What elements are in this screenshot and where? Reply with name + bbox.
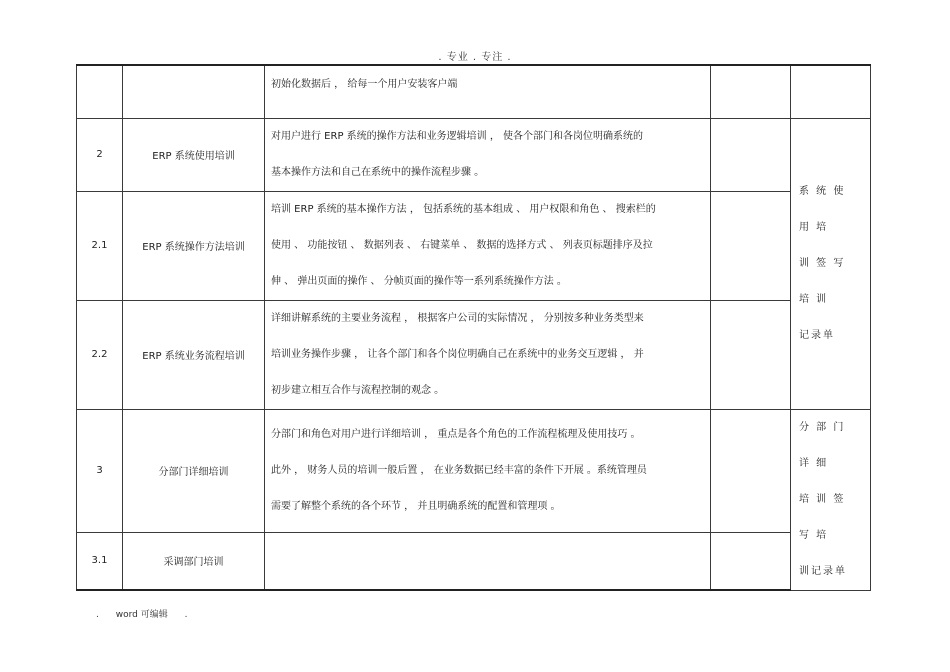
page-footer: . word 可编辑 . [96, 610, 188, 620]
table-row [77, 409, 871, 532]
table-row [77, 65, 871, 118]
training-description: 分部门和角色对用户进行详细培训 ， 重点是各个角色的工作流程梳理及使用技巧 。 此外 ， 财务人员的培训一般后置 ， 在业务数据已经丰富的条件下开展 。系统管理员 需要了解整个系统的各个环节 ， 并且明确系统的配置和管理项 。 [265, 409, 711, 532]
table-row [77, 532, 871, 590]
row-number: 2.2 [77, 300, 123, 409]
remark-cell [791, 65, 871, 118]
table-row [77, 300, 871, 409]
training-description: 对用户进行 ERP 系统的操作方法和业务逻辑培训 ， 使各个部门和各岗位明确系统的 基本操作方法和自己在系统中的操作流程步骤 。 [265, 118, 711, 191]
row-number [77, 65, 123, 118]
training-description: 详细讲解系统的主要业务流程 ， 根据客户公司的实际情况 ， 分别按多种业务类型来 培训业务操作步骤 ， 让各个部门和各个岗位明确自己在系统中的业务交互逻辑 ， 并 初步建立相互合作与流程控制的观念 。 [265, 300, 711, 409]
table-row [77, 191, 871, 300]
page-header: . 专业 . 专注 . [438, 52, 512, 63]
row-number: 2.1 [77, 191, 123, 300]
training-description: 培训 ERP 系统的基本操作方法 ， 包括系统的基本组成 、 用户权限和角色 、 搜索栏的 使用 、 功能按钮 、 数据列表 、 右键菜单 、 数据的选择方式 、 列表页标题排序及拉 伸 、 弹出页面的操作 、 分帧页面的操作等一系列系统操作方法 。 [265, 191, 711, 300]
training-table [76, 64, 871, 591]
blank-cell [711, 409, 791, 532]
training-item: 分部门详细培训 [123, 409, 265, 532]
blank-cell [711, 118, 791, 191]
row-number: 2 [77, 118, 123, 191]
remark-cell: 分 部 门 详 细 培 训 签 写 培 训记录单 [791, 409, 871, 590]
table-row [77, 118, 871, 191]
remark-cell: 系 统 使 用 培 训 签 写 培 训 记录单 [791, 118, 871, 409]
training-item [123, 65, 265, 118]
training-description: 初始化数据后 ， 给每一个用户安装客户端 [265, 65, 711, 118]
row-number: 3.1 [77, 532, 123, 590]
training-item: ERP 系统操作方法培训 [123, 191, 265, 300]
training-item: ERP 系统使用培训 [123, 118, 265, 191]
blank-cell [711, 65, 791, 118]
training-description [265, 532, 711, 590]
training-item: 采调部门培训 [123, 532, 265, 590]
row-number: 3 [77, 409, 123, 532]
blank-cell [711, 300, 791, 409]
training-item: ERP 系统业务流程培训 [123, 300, 265, 409]
blank-cell [711, 191, 791, 300]
blank-cell [711, 532, 791, 590]
